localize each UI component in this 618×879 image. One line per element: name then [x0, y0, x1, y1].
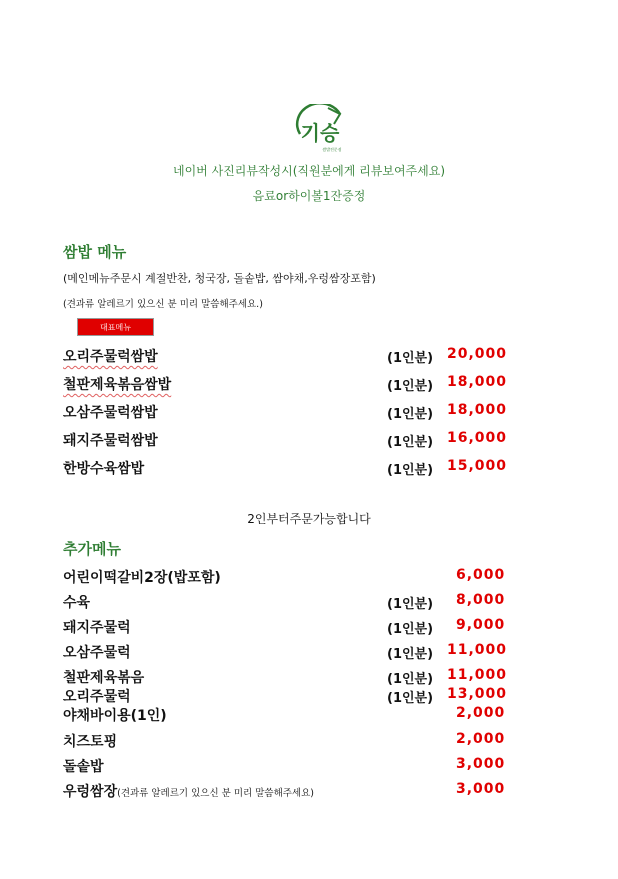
extra-item-name: 오리주물럭	[63, 689, 131, 705]
menu-item-name: 한방수육쌈밥	[63, 461, 145, 477]
menu-item-name: 오리주물럭쌈밥	[63, 349, 158, 365]
extra-item-note: (견과류 알레르기 있으신 분 미리 말씀해주세요)	[117, 788, 314, 799]
menu-item-portion: (1인분)	[387, 351, 434, 366]
extra-item-price: 9,000	[456, 617, 506, 633]
extra-item-name: 치즈토핑	[63, 734, 118, 750]
min-order-notice: 2인부터주문가능합니다	[247, 512, 371, 526]
extra-item-name: 우렁쌈장	[63, 784, 118, 800]
extra-item-portion: (1인분)	[387, 622, 434, 637]
ssam-includes-note: (메인메뉴주문시 계절반찬, 청국장, 돌솥밥, 쌈야채,우렁쌈장포함)	[63, 272, 376, 285]
extra-item-price: 2,000	[456, 705, 506, 721]
menu-item-price: 20,000	[447, 346, 508, 362]
menu-item-price: 15,000	[447, 458, 508, 474]
extra-item-price: 8,000	[456, 592, 506, 608]
menu-item-price: 16,000	[447, 430, 508, 446]
logo-text: 기승	[300, 121, 340, 145]
menu-item-name: 철판제육볶음쌈밥	[63, 377, 172, 393]
logo-emblem-icon	[290, 104, 354, 154]
signature-badge: 대표메뉴	[77, 318, 154, 336]
menu-item-price: 18,000	[447, 374, 508, 390]
menu-item-name: 돼지주물럭쌈밥	[63, 433, 158, 449]
extra-item-name: 돌솥밥	[63, 759, 104, 775]
extra-item-name: 어린이떡갈비2장(밥포함)	[63, 570, 221, 586]
logo	[290, 104, 354, 154]
extra-section-title: 추가메뉴	[63, 540, 121, 558]
menu-item-price: 18,000	[447, 402, 508, 418]
extra-item-portion: (1인분)	[387, 647, 434, 662]
extra-item-portion: (1인분)	[387, 691, 434, 706]
extra-item-price: 11,000	[447, 667, 508, 683]
allergy-note: (견과류 알레르기 있으신 분 미리 말씀해주세요.)	[63, 299, 263, 310]
extra-item-name: 철판제육볶음	[63, 670, 145, 686]
extra-item-price: 2,000	[456, 731, 506, 747]
extra-item-price: 3,000	[456, 756, 506, 772]
drink-notice: 음료or하이볼1잔증정	[252, 189, 366, 203]
extra-item-price: 11,000	[447, 642, 508, 658]
review-notice: 네이버 사진리뷰작성시(직원분에게 리뷰보여주세요)	[172, 164, 446, 178]
menu-item-portion: (1인분)	[387, 435, 434, 450]
logo-subtext: 쌈밥전문점	[322, 147, 342, 152]
menu-item-portion: (1인분)	[387, 379, 434, 394]
extra-item-portion: (1인분)	[387, 672, 434, 687]
extra-item-row	[63, 781, 314, 801]
ssam-section-title: 쌈밥 메뉴	[63, 243, 127, 261]
extra-item-name: 돼지주물럭	[63, 620, 131, 636]
extra-item-name: 야채바이용(1인)	[63, 708, 167, 724]
extra-item-price: 3,000	[456, 781, 506, 797]
extra-item-portion: (1인분)	[387, 597, 434, 612]
extra-item-name: 수육	[63, 595, 91, 611]
menu-item-portion: (1인분)	[387, 463, 434, 478]
extra-item-price: 6,000	[456, 567, 506, 583]
menu-item-name: 오삼주물럭쌈밥	[63, 405, 158, 421]
extra-item-name: 오삼주물럭	[63, 645, 131, 661]
extra-item-price: 13,000	[447, 686, 508, 702]
menu-item-portion: (1인분)	[387, 407, 434, 422]
